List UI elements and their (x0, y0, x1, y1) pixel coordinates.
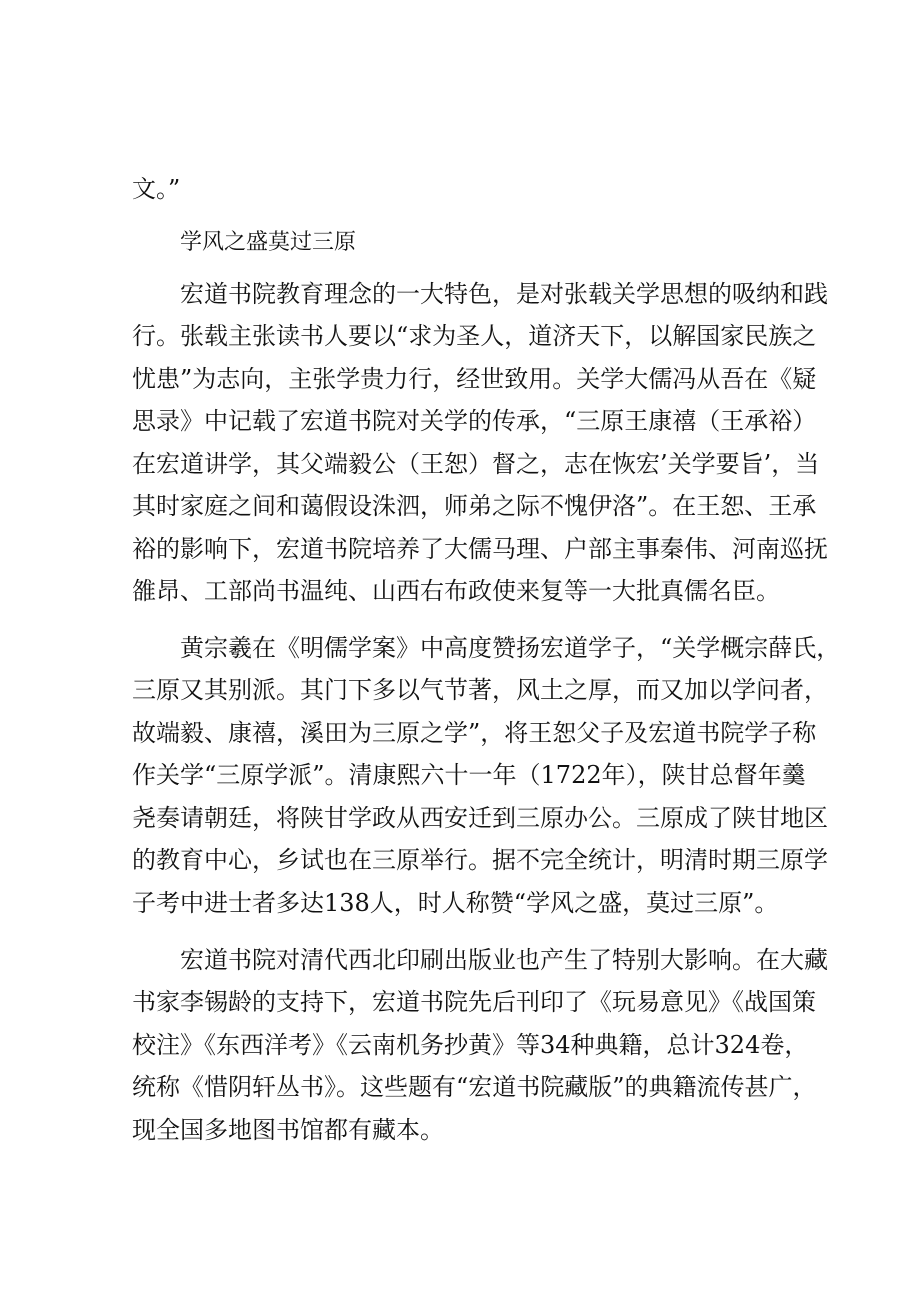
paragraph-line: 校注》《东西洋考》《云南机务抄黄》等34种典籍，总计324卷， (132, 1031, 809, 1059)
paragraph-line: 三原又其别派。其门下多以气节著，风土之厚，而又加以学问者， (132, 676, 828, 704)
paragraph-line: 现全国多地图书馆都有藏本。 (132, 1116, 444, 1144)
paragraph-line: 雒昂、工部尚书温纯、山西右布政使来复等一大批真儒名臣。 (132, 577, 780, 605)
paragraph-line: 宏道书院教育理念的一大特色，是对张载关学思想的吸纳和践 (180, 280, 828, 308)
paragraph-line: 忧患”为志向，主张学贵力行，经世致用。关学大儒冯从吾在《疑 (132, 365, 817, 393)
paragraph-line: 其时家庭之间和蔼假设洙泗，师弟之际不愧伊洛”。在王恕、王承 (132, 492, 817, 520)
paragraph-line: 行。张载主张读书人要以“求为圣人，道济天下，以解国家民族之 (132, 322, 817, 350)
paragraph-line: 裕的影响下，宏道书院培养了大儒马理、户部主事秦伟、河南巡抚 (132, 535, 828, 563)
paragraph-line: 思录》中记载了宏道书院对关学的传承，“三原王康禧（王承裕） (132, 407, 817, 435)
section-heading: 学风之盛莫过三原 (180, 230, 357, 255)
opening-fragment: 文。” (132, 175, 181, 203)
paragraph-line: 尧奏请朝廷，将陕甘学政从西安迁到三原办公。三原成了陕甘地区 (132, 804, 828, 832)
paragraph-line: 作关学“三原学派”。清康熙六十一年（1722年），陕甘总督年羹 (132, 761, 806, 789)
paragraph-line: 宏道书院对清代西北印刷出版业也产生了特别大影响。在大藏 (180, 946, 828, 974)
paragraph-line: 书家李锡龄的支持下，宏道书院先后刊印了《玩易意见》《战国策 (132, 988, 816, 1016)
paragraph-line: 统称《惜阴轩丛书》。这些题有“宏道书院藏版”的典籍流传甚广， (132, 1073, 817, 1101)
paragraph-line: 在宏道讲学，其父端毅公（王恕）督之，志在恢宏’关学要旨’，当 (132, 450, 820, 478)
paragraph-line: 故端毅、康禧，溪田为三原之学”，将王恕父子及宏道书院学子称 (132, 719, 817, 747)
paragraph-line: 黄宗羲在《明儒学案》中高度赞扬宏道学子，“关学概宗薛氏， (180, 634, 841, 662)
paragraph-line: 的教育中心，乡试也在三原举行。据不完全统计，明清时期三原学 (132, 846, 828, 874)
paragraph-line: 子考中进士者多达138人，时人称赞“学风之盛，莫过三原”。 (132, 889, 779, 917)
